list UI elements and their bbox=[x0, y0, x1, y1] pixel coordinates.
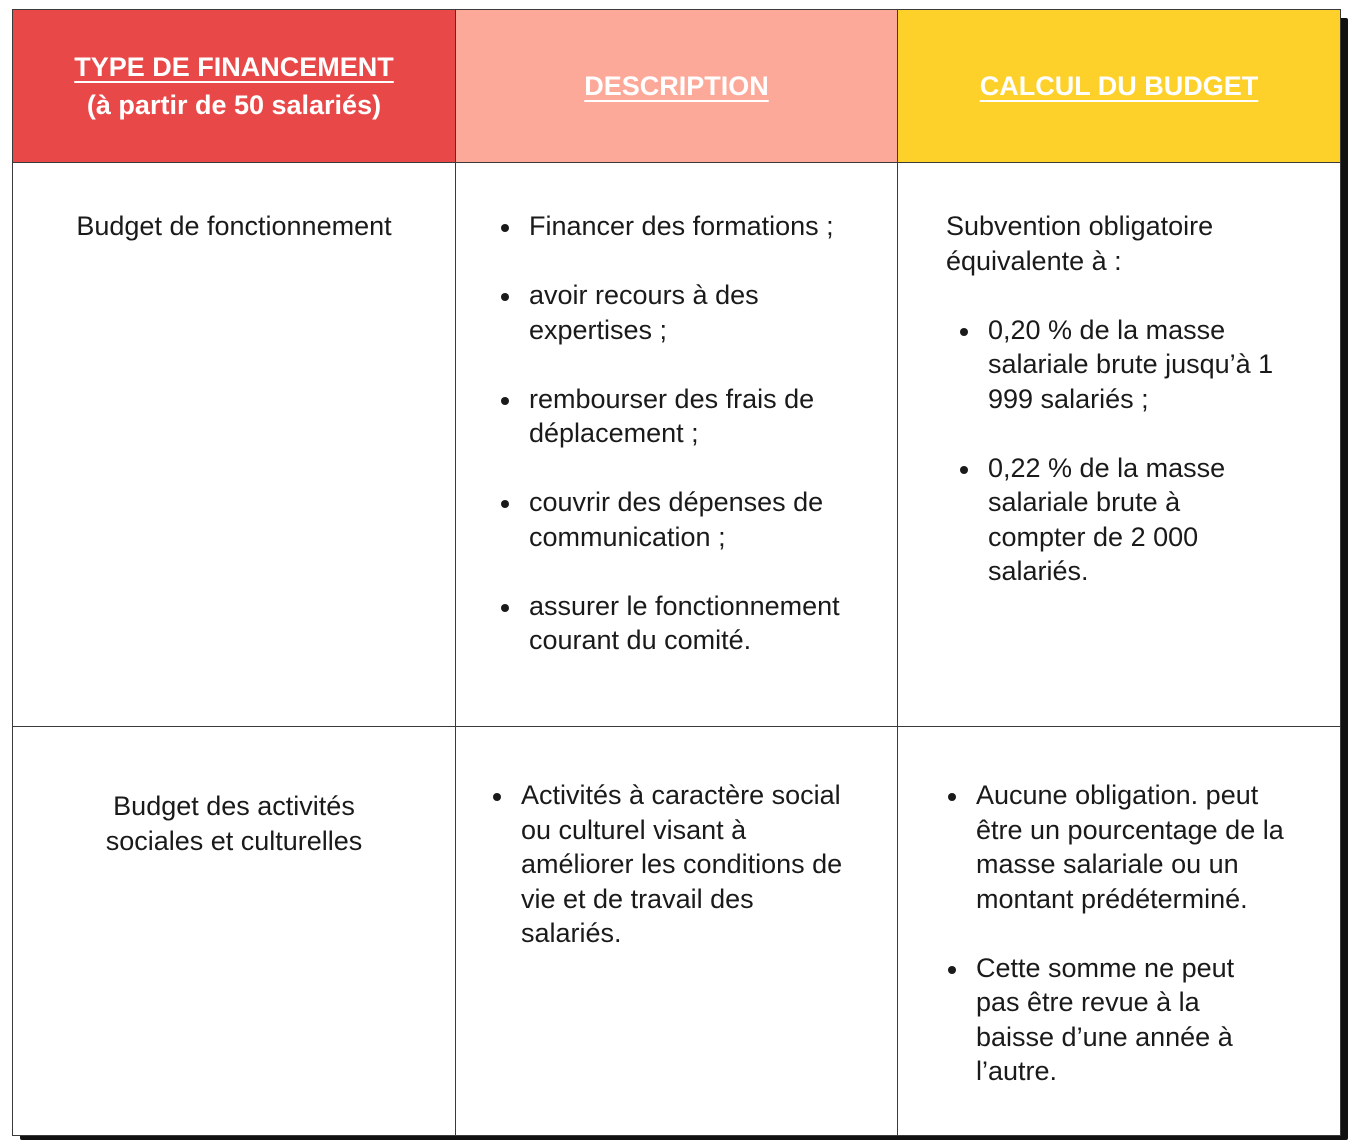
row2-description-cell bbox=[456, 727, 898, 1136]
row2-budget-list bbox=[898, 727, 1340, 1089]
list-item: 0,22 % de la masse salariale brute à compter de 2 000 salariés. bbox=[958, 451, 1316, 589]
header-budget bbox=[898, 10, 1341, 163]
list-item: couvrir des dépenses de communication ; bbox=[499, 485, 877, 554]
row2-type: Budget des activités sociales et culturelles bbox=[105, 791, 363, 856]
header-type-subtitle: (à partir de 50 salariés) bbox=[86, 90, 382, 120]
row2-description-list bbox=[456, 727, 897, 951]
table-row bbox=[13, 727, 1341, 1136]
table-header-row bbox=[13, 10, 1341, 163]
row1-budget-cell bbox=[898, 163, 1341, 727]
table-row bbox=[13, 163, 1341, 727]
header-type-title: TYPE DE FINANCEMENT bbox=[74, 52, 394, 82]
header-description-title: DESCRIPTION bbox=[584, 71, 769, 101]
list-item: rembourser des frais de déplacement ; bbox=[499, 382, 877, 451]
financing-table bbox=[12, 9, 1341, 1136]
row1-budget-list bbox=[946, 313, 1316, 589]
row2-type-cell bbox=[13, 727, 456, 1136]
row2-budget-cell bbox=[898, 727, 1341, 1136]
header-description bbox=[456, 10, 898, 163]
header-budget-title: CALCUL DU BUDGET bbox=[979, 71, 1259, 101]
row1-type: Budget de fonctionnement bbox=[76, 211, 392, 241]
list-item: Aucune obligation. peut être un pourcentage de la masse salariale ou un montant prédéterminé. bbox=[946, 778, 1310, 916]
row1-description-list bbox=[456, 163, 897, 658]
list-item: 0,20 % de la masse salariale brute jusqu’à 1 999 salariés ; bbox=[958, 313, 1316, 417]
list-item: Financer des formations ; bbox=[499, 209, 877, 244]
header-type bbox=[13, 10, 456, 163]
list-item: Cette somme ne peut pas être revue à la baisse d’une année à l’autre. bbox=[946, 951, 1310, 1089]
list-item: Activités à caractère social ou culturel visant à améliorer les conditions de vie et de travail des salariés. bbox=[491, 778, 857, 951]
row1-type-cell bbox=[13, 163, 456, 727]
list-item: avoir recours à des expertises ; bbox=[499, 278, 877, 347]
row1-description-cell bbox=[456, 163, 898, 727]
row1-budget-intro: Subvention obligatoire équivalente à : bbox=[946, 211, 1214, 276]
list-item: assurer le fonctionnement courant du comité. bbox=[499, 589, 877, 658]
